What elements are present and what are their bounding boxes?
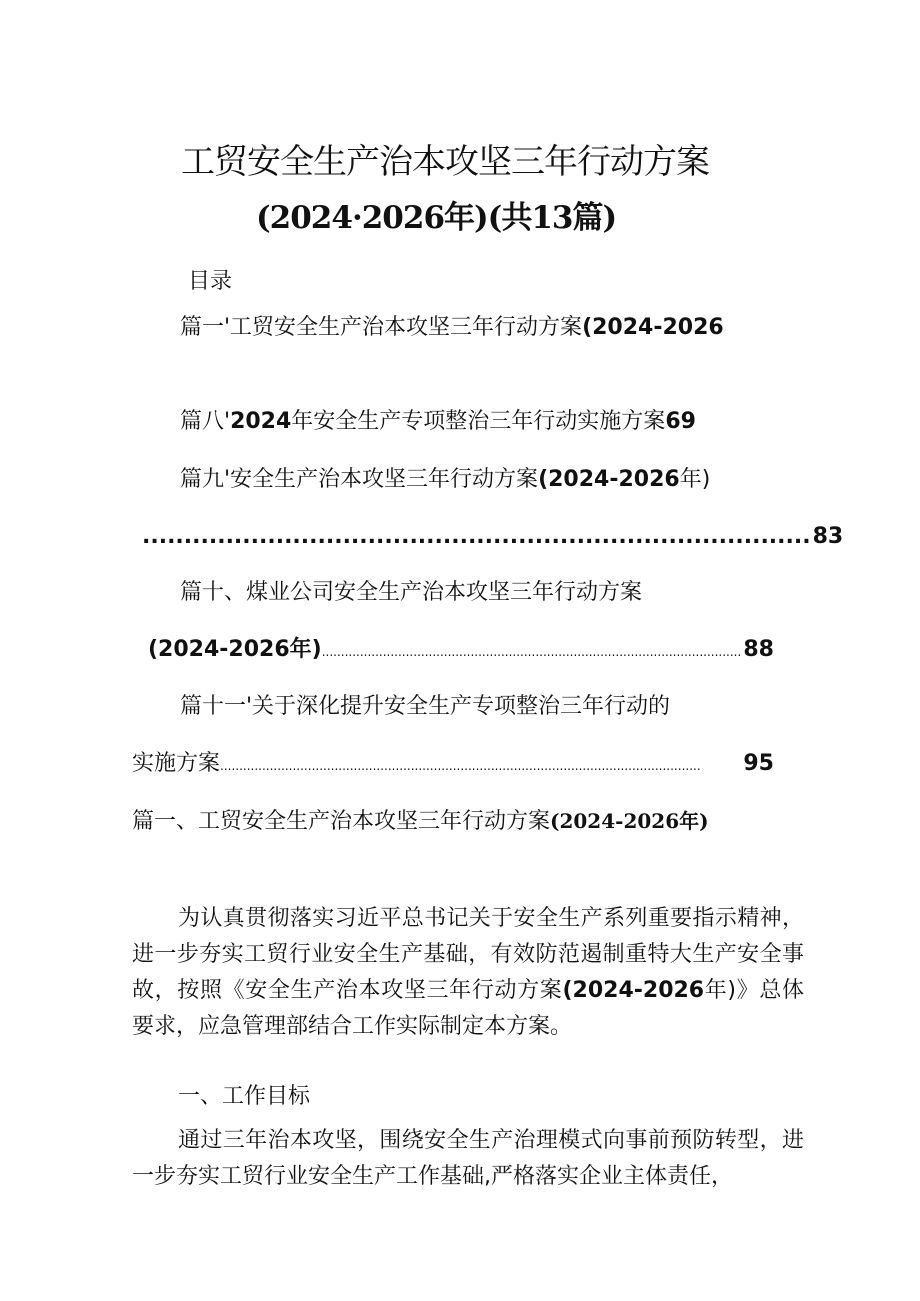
- section-title: [132, 806, 709, 837]
- toc-item-1-label: 篇一'工贸安全生产治本攻坚三年行动方案: [180, 315, 583, 340]
- toc-item-1[interactable]: [180, 313, 724, 343]
- section-title-text: 篇一、工贸安全生产治本攻坚三年行动方案: [132, 809, 551, 834]
- toc-item-9-years: (2024-2026: [538, 467, 680, 492]
- document-title: 工贸安全生产治本攻坚三年行动方案: [181, 142, 709, 182]
- toc-item-8-label-rest: 年安全生产专项整治三年行动实施方案: [291, 409, 666, 434]
- document-subtitle: (2024·2026年)(共13篇): [256, 200, 617, 236]
- toc-item-10-page: 88: [743, 637, 774, 662]
- toc-item-9-label: 篇九'安全生产治本攻坚三年行动方案: [180, 467, 539, 492]
- toc-item-10[interactable]: [180, 578, 642, 608]
- paragraph-1-text-a: 为认真贯彻落实习近平总书记关于安全生产系列重要指示精神，进一步夯实工贸行业安全生产基础，有效防范遏制重特大生产安全事故，按照《安全生产治本攻坚三年行动方案: [132, 906, 804, 1003]
- paragraph-2: 通过三年治本攻坚，围绕安全生产治理模式向事前预防转型，进一步夯实工贸行业安全生产工作基础,严格落实企业主体责任，: [132, 1128, 804, 1189]
- toc-item-11-leader-row: [132, 749, 774, 781]
- paragraph-1-text-b: 年)》总体要求，应急管理部结合工作实际制定本方案。: [132, 978, 804, 1039]
- toc-item-8-year: 2024: [230, 409, 292, 434]
- toc-item-11-page: 95: [743, 751, 774, 776]
- toc-item-10-leader-row: [148, 635, 774, 667]
- toc-item-11-leader: ..............................................................................................................................: [220, 759, 701, 773]
- toc-item-10-label: 篇十、煤业公司安全生产治本攻坚三年行动方案: [180, 580, 643, 605]
- toc-item-9-leader-row: [142, 522, 844, 552]
- toc-item-8[interactable]: [180, 407, 696, 437]
- toc-item-11-label: 篇十一'关于深化提升安全生产专项整治三年行动的: [180, 694, 671, 719]
- toc-item-8-page: 69: [665, 409, 696, 434]
- paragraph-1: [132, 901, 804, 1045]
- toc-item-9-page: 83: [812, 524, 844, 549]
- toc-item-8-label: 篇八': [180, 409, 231, 434]
- toc-heading: 目录: [188, 269, 233, 294]
- toc-item-11[interactable]: [180, 692, 670, 722]
- toc-item-9-tail: 年): [679, 467, 711, 492]
- toc-item-10-leader: ..............................................................................................................: [321, 645, 742, 659]
- section-heading-goals: 一、工作目标: [178, 1084, 311, 1109]
- toc-item-9[interactable]: [180, 465, 710, 495]
- toc-item-1-years: (2024-2026: [582, 315, 724, 340]
- paragraph-1-years: (2024-2026: [562, 978, 705, 1003]
- toc-item-9-leader: ................................................................................: [142, 524, 811, 549]
- toc-item-10-years: (2024-2026年): [148, 637, 322, 662]
- section-title-years: (2024-2026年): [550, 809, 709, 833]
- toc-item-11-line2: 实施方案: [132, 751, 221, 776]
